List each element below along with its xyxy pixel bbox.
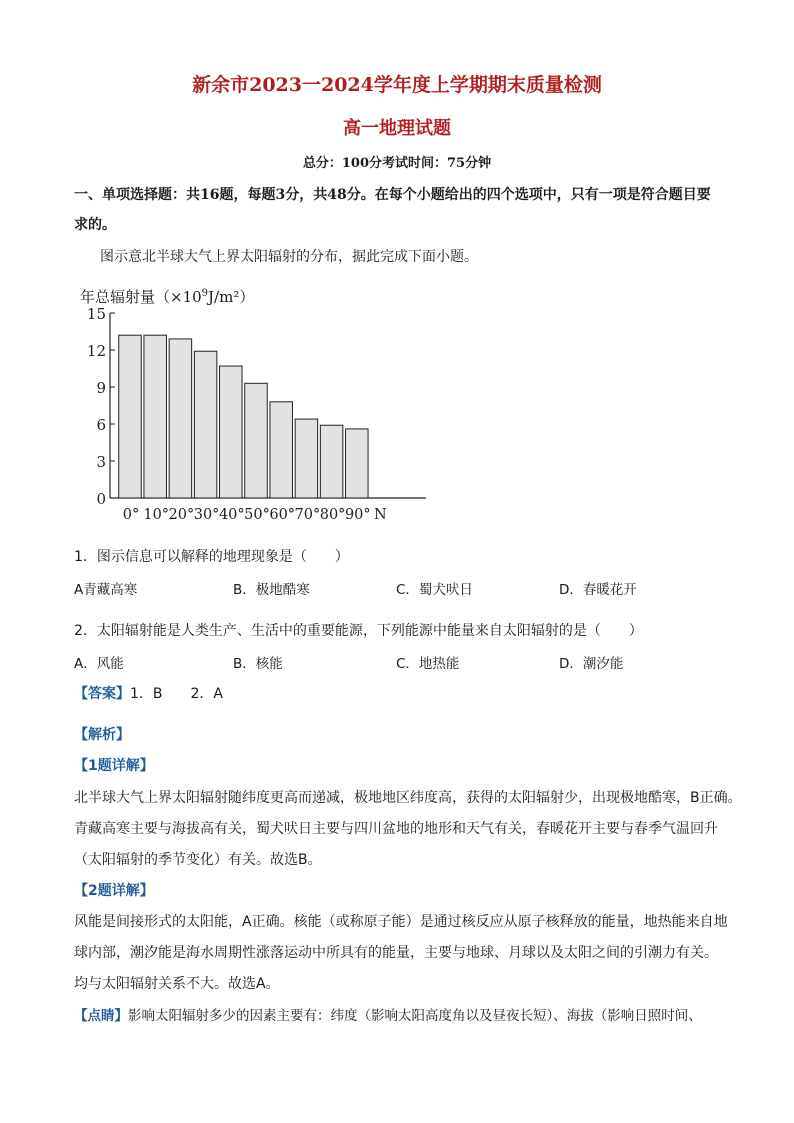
x-tick-label: 80°: [319, 507, 346, 523]
q2-option-b: B．核能: [233, 656, 283, 672]
bar: [245, 383, 268, 498]
question-intro: 图示意北半球大气上界太阳辐射的分布，据此完成下面小题。: [100, 249, 478, 265]
detail-2-line: 风能是间接形式的太阳能，A正确。核能（或称原子能）是通过核反应从原子核释放的能量，地热能来自地: [74, 914, 728, 930]
bar: [194, 351, 217, 498]
bar: [270, 402, 293, 498]
answer-line: [74, 683, 223, 703]
x-tick-label: 40°: [218, 507, 245, 523]
q1-option-b: B．极地酷寒: [233, 582, 310, 598]
y-tick-label: 9: [96, 379, 106, 397]
detail-2-line: 球内部，潮汐能是海水周期性涨落运动中所具有的能量，主要与地球、月球以及太阳之间的引潮力有关。: [74, 945, 718, 961]
detail-1-label: 【1题详解】: [74, 758, 154, 774]
x-tick-label: 30°: [193, 507, 220, 523]
chart-ylabel: 年总辐射量$(\times 10^9J/m^2)$: [80, 288, 255, 306]
bar: [169, 339, 192, 498]
detail-1-line: 青藏高寒主要与海拔高有关，蜀犬吠日主要与四川盆地的地形和天气有关，春暖花开主要与春季气温回升: [74, 821, 718, 837]
bar: [220, 366, 243, 498]
bar: [144, 335, 167, 498]
q1-option-a: A青藏高寒: [74, 582, 138, 598]
tip-text: 影响太阳辐射多少的因素主要有：纬度（影响太阳高度角以及昼夜长短）、海拔（影响日照时间、: [128, 1008, 702, 1024]
x-tick-label: 10°: [143, 507, 170, 523]
exam-title: 新余市2023一2024学年度上学期期末质量检测: [192, 74, 602, 96]
q2-option-a: A．风能: [74, 656, 124, 672]
bar: [320, 425, 343, 498]
q2-stem: 2．太阳辐射能是人类生产、生活中的重要能源，下列能源中能量来自太阳辐射的是（ ）: [74, 623, 643, 639]
exam-meta: 总分：100分考试时间：75分钟: [302, 156, 492, 171]
q1-stem: 1．图示信息可以解释的地理现象是（ ）: [74, 549, 349, 565]
x-tick-label: 70°: [294, 507, 321, 523]
q1-option-c: C．蜀犬吠日: [396, 582, 473, 598]
detail-2-line: 均与太阳辐射关系不大。故选A。: [74, 976, 280, 992]
x-tick-label: 0°: [122, 507, 140, 523]
x-tick-label: 60°: [269, 507, 296, 523]
detail-1-line: （太阳辐射的季节变化）有关。故选B。: [74, 852, 322, 868]
tip-line: [74, 1004, 702, 1024]
x-tick-label: 90°: [344, 507, 371, 523]
bar: [295, 419, 318, 498]
x-tick-label: 50°: [244, 507, 270, 523]
y-tick-label: 3: [96, 453, 106, 471]
bar: [346, 429, 369, 498]
x-tick-label: 20°: [168, 507, 195, 523]
answer-text: 1．B 2．A: [130, 686, 223, 702]
q1-option-d: D．春暖花开: [559, 582, 637, 598]
radiation-bar-chart: [70, 282, 440, 532]
q2-option-c: C．地热能: [396, 656, 460, 672]
detail-1-line: 北半球大气上界太阳辐射随纬度更高而递减，极地地区纬度高，获得的太阳辐射少，出现极地酷寒，B正确。: [74, 790, 742, 806]
y-tick-label: 0: [96, 490, 106, 508]
y-tick-label: 6: [96, 416, 106, 434]
section-heading-line2: 求的。: [74, 217, 116, 233]
y-tick-label: 15: [86, 305, 106, 323]
tip-label: 【点睛】: [74, 1008, 128, 1024]
y-tick-label: 12: [86, 342, 106, 360]
section-heading-line1: 一、单项选择题：共16题，每题3分，共48分。在每个小题给出的四个选项中，只有一项是符合题目要: [74, 187, 711, 203]
bar: [119, 335, 142, 498]
answer-label: 【答案】: [74, 686, 130, 702]
analysis-label: 【解析】: [74, 727, 130, 743]
exam-subtitle: 高一地理试题: [343, 118, 451, 139]
detail-2-label: 【2题详解】: [74, 883, 154, 899]
q2-option-d: D．潮汐能: [559, 656, 624, 672]
x-axis-unit-label: N: [374, 507, 387, 523]
